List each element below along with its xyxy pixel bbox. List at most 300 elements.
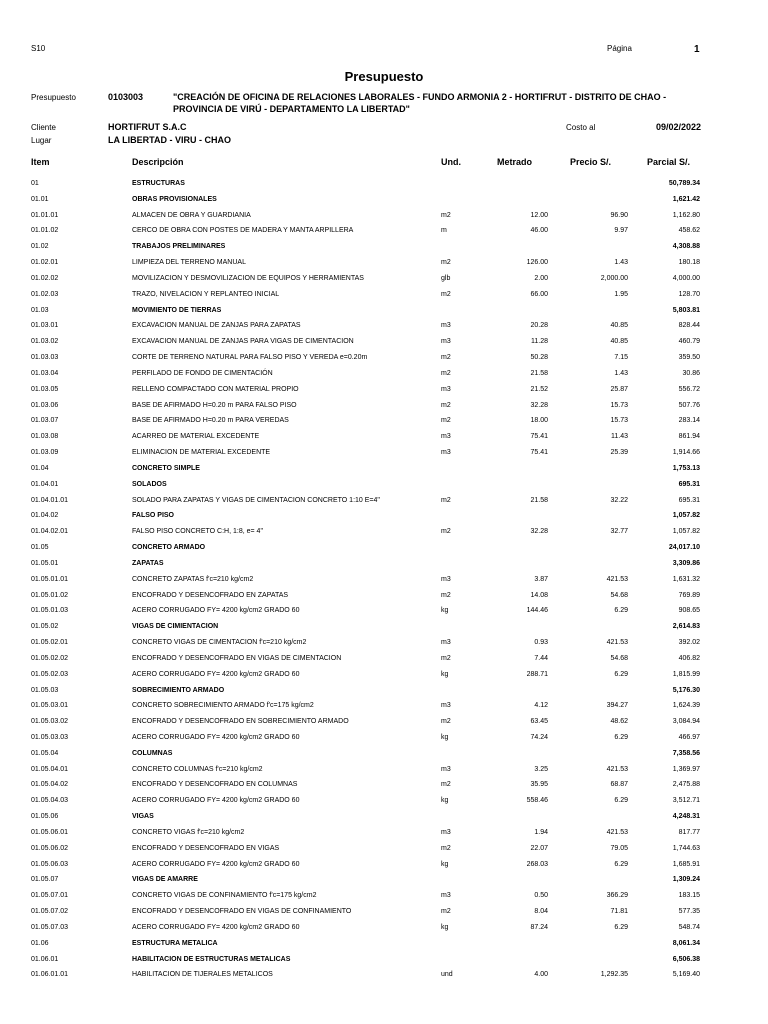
- row-item-code: 01.05.01.01: [31, 575, 68, 583]
- row-unit: m3: [441, 892, 451, 900]
- table-row: [0, 540, 768, 556]
- row-item-code: 01.03.05: [31, 385, 59, 393]
- row-parcial: 1,815.99: [672, 670, 700, 678]
- row-description: SOBRECIMIENTO ARMADO: [132, 686, 225, 694]
- row-metrado: 268.03: [526, 860, 548, 868]
- row-description: SOLADOS: [132, 480, 167, 488]
- row-item-code: 01.01: [31, 195, 49, 203]
- row-description: EXCAVACION MANUAL DE ZANJAS PARA ZAPATAS: [132, 322, 301, 330]
- row-parcial: 828.44: [678, 322, 700, 330]
- row-unit: kg: [441, 607, 449, 615]
- row-parcial: 1,624.39: [672, 702, 700, 710]
- row-parcial: 548.74: [678, 923, 700, 931]
- column-header-descripcion: Descripción: [132, 157, 184, 167]
- table-row: [0, 762, 768, 778]
- row-item-code: 01.03.09: [31, 449, 59, 457]
- row-precio: 48.62: [610, 718, 628, 726]
- row-metrado: 46.00: [530, 227, 548, 235]
- row-description: MOVILIZACION Y DESMOVILIZACION DE EQUIPOS Y HERRAMIENTAS: [132, 274, 364, 282]
- row-description: BASE DE AFIRMADO H=0.20 m PARA VEREDAS: [132, 417, 289, 425]
- row-description: ZAPATAS: [132, 559, 164, 567]
- row-metrado: 35.95: [530, 781, 548, 789]
- row-item-code: 01.03.04: [31, 369, 59, 377]
- row-description: VIGAS DE CIMIENTACION: [132, 623, 219, 631]
- table-row: [0, 303, 768, 319]
- row-parcial: 1,057.82: [672, 528, 700, 536]
- row-item-code: 01.05.07.01: [31, 892, 68, 900]
- row-precio: 79.05: [610, 844, 628, 852]
- lugar-value: LA LIBERTAD - VIRU - CHAO: [108, 135, 231, 145]
- row-description: ACERO CORRUGADO FY= 4200 kg/cm2 GRADO 60: [132, 733, 300, 741]
- row-description: ALMACEN DE OBRA Y GUARDIANIA: [132, 211, 251, 219]
- table-row: [0, 730, 768, 746]
- table-row: [0, 714, 768, 730]
- row-item-code: 01.05: [31, 544, 49, 552]
- row-description: FALSO PISO CONCRETO C:H, 1:8, e= 4": [132, 528, 263, 536]
- row-item-code: 01: [31, 180, 39, 187]
- table-row: [0, 746, 768, 762]
- table-row: [0, 413, 768, 429]
- row-parcial: 1,369.97: [672, 765, 700, 773]
- row-unit: m3: [441, 449, 451, 457]
- row-description: ACERO CORRUGADO FY= 4200 kg/cm2 GRADO 60: [132, 670, 300, 678]
- row-item-code: 01.05.07.02: [31, 908, 68, 916]
- row-description: ACARREO DE MATERIAL EXCEDENTE: [132, 433, 260, 441]
- row-parcial: 1,685.91: [672, 860, 700, 868]
- row-parcial: 406.82: [678, 654, 700, 662]
- row-precio: 54.68: [610, 591, 628, 599]
- table-row: [0, 635, 768, 651]
- row-item-code: 01.05.06.02: [31, 844, 68, 852]
- column-header-parcial: Parcial S/.: [647, 157, 691, 167]
- row-description: ENCOFRADO Y DESENCOFRADO EN ZAPATAS: [132, 591, 289, 599]
- row-parcial: 128.70: [678, 290, 700, 298]
- row-parcial: 1,162.80: [672, 211, 700, 219]
- table-row: [0, 967, 768, 983]
- row-precio: 2,000.00: [600, 274, 628, 282]
- row-description: ESTRUCTURAS: [132, 180, 185, 187]
- row-item-code: 01.05.04.02: [31, 781, 68, 789]
- table-row: [0, 239, 768, 255]
- row-unit: m3: [441, 828, 451, 836]
- row-unit: m3: [441, 575, 451, 583]
- row-description: FALSO PISO: [132, 512, 175, 520]
- column-header-precio: Precio S/.: [570, 157, 612, 167]
- column-header-und: Und.: [441, 157, 461, 167]
- row-item-code: 01.05.03.01: [31, 702, 68, 710]
- row-metrado: 50.28: [530, 354, 548, 362]
- row-parcial: 458.62: [678, 227, 700, 235]
- lugar-label: Lugar: [31, 136, 52, 145]
- table-row: [0, 651, 768, 667]
- table-row: [0, 793, 768, 809]
- table-row: [0, 208, 768, 224]
- row-description: CONCRETO ARMADO: [132, 544, 206, 552]
- table-row: [0, 841, 768, 857]
- row-metrado: 4.12: [534, 702, 548, 710]
- row-unit: m3: [441, 702, 451, 710]
- row-metrado: 2.00: [534, 274, 548, 282]
- row-unit: glb: [441, 274, 451, 282]
- row-unit: m3: [441, 338, 451, 346]
- row-precio: 25.87: [610, 385, 628, 393]
- row-precio: 6.29: [614, 923, 628, 931]
- table-row: [0, 287, 768, 303]
- table-row: [0, 825, 768, 841]
- row-unit: m2: [441, 654, 451, 662]
- row-parcial: 507.76: [678, 401, 700, 409]
- row-metrado: 11.28: [531, 338, 548, 346]
- row-precio: 25.39: [610, 449, 628, 457]
- row-item-code: 01.05.06: [31, 813, 59, 821]
- row-item-code: 01.06.01.01: [31, 971, 68, 979]
- row-unit: kg: [441, 797, 449, 805]
- row-description: ELIMINACION DE MATERIAL EXCEDENTE: [132, 449, 271, 457]
- row-description: RELLENO COMPACTADO CON MATERIAL PROPIO: [132, 385, 299, 393]
- table-row: [0, 588, 768, 604]
- row-unit: m2: [441, 718, 451, 726]
- row-parcial: 2,475.88: [672, 781, 700, 789]
- row-parcial: 908.65: [678, 607, 700, 615]
- row-parcial: 4,248.31: [672, 813, 700, 821]
- row-parcial: 8,061.34: [672, 939, 700, 947]
- row-unit: m2: [441, 496, 451, 504]
- row-metrado: 18.00: [530, 417, 548, 425]
- row-description: CONCRETO SOBRECIMIENTO ARMADO f'c=175 kg/cm2: [132, 702, 314, 710]
- page-number: 1: [694, 44, 700, 55]
- row-item-code: 01.01.02: [31, 227, 59, 235]
- table-row: [0, 857, 768, 873]
- row-item-code: 01.03.06: [31, 401, 59, 409]
- row-precio: 11.43: [611, 433, 628, 441]
- row-item-code: 01.04.02: [31, 512, 59, 520]
- row-precio: 421.53: [606, 828, 628, 836]
- row-item-code: 01.03.07: [31, 417, 59, 425]
- row-parcial: 5,176.30: [672, 686, 700, 694]
- row-unit: kg: [441, 923, 449, 931]
- row-item-code: 01.05.02.03: [31, 670, 68, 678]
- row-unit: m2: [441, 401, 451, 409]
- row-unit: m2: [441, 844, 451, 852]
- row-description: CORTE DE TERRENO NATURAL PARA FALSO PISO Y VEREDA e=0.20m: [132, 354, 368, 362]
- row-unit: m2: [441, 259, 451, 267]
- table-row: [0, 936, 768, 952]
- row-precio: 1,292.35: [600, 971, 628, 979]
- row-description: EXCAVACION MANUAL DE ZANJAS PARA VIGAS DE CIMENTACION: [132, 338, 354, 346]
- table-row: [0, 366, 768, 382]
- table-row: [0, 493, 768, 509]
- row-description: MOVIMIENTO DE TIERRAS: [132, 306, 222, 314]
- row-precio: 1.43: [614, 369, 628, 377]
- row-item-code: 01.02.02: [31, 274, 59, 282]
- row-metrado: 8.04: [534, 908, 548, 916]
- row-precio: 1.43: [614, 259, 628, 267]
- table-row: [0, 508, 768, 524]
- table-row: [0, 477, 768, 493]
- table-row: [0, 572, 768, 588]
- row-metrado: 144.46: [526, 607, 548, 615]
- row-description: LIMPIEZA DEL TERRENO MANUAL: [132, 259, 246, 267]
- row-parcial: 30.86: [682, 369, 700, 377]
- column-header-metrado: Metrado: [497, 157, 533, 167]
- row-description: ACERO CORRUGADO FY= 4200 kg/cm2 GRADO 60: [132, 860, 300, 868]
- table-row: [0, 556, 768, 572]
- row-item-code: 01.04.01: [31, 480, 59, 488]
- row-item-code: 01.05.01: [31, 559, 59, 567]
- row-metrado: 288.71: [526, 670, 548, 678]
- row-unit: m2: [441, 369, 451, 377]
- row-parcial: 1,744.63: [672, 844, 700, 852]
- row-parcial: 460.79: [678, 338, 700, 346]
- row-metrado: 66.00: [530, 290, 548, 298]
- row-metrado: 21.52: [530, 385, 548, 393]
- row-description: CONCRETO VIGAS DE CIMENTACION f'c=210 kg/cm2: [132, 639, 307, 647]
- row-parcial: 5,803.81: [672, 306, 700, 314]
- row-description: VIGAS: [132, 813, 154, 821]
- presupuesto-description: "CREACIÓN DE OFICINA DE RELACIONES LABORALES - FUNDO ARMONIA 2 - HORTIFRUT - DISTRITO DE CHAO - PROVINCIA DE VIRÚ - DEPARTAMENTO LA LIBERTAD": [173, 92, 667, 114]
- row-precio: 71.81: [610, 908, 628, 916]
- row-metrado: 3.25: [534, 765, 548, 773]
- table-row: [0, 698, 768, 714]
- row-description: CERCO DE OBRA CON POSTES DE MADERA Y MANTA ARPILLERA: [132, 227, 354, 235]
- row-unit: m2: [441, 908, 451, 916]
- row-metrado: 75.41: [530, 449, 548, 457]
- row-description: PERFILADO DE FONDO DE CIMENTACIÓN: [132, 369, 273, 377]
- system-code: S10: [31, 44, 46, 53]
- row-parcial: 3,084.94: [672, 718, 700, 726]
- row-parcial: 3,309.86: [672, 559, 700, 567]
- presupuesto-code: 0103003: [108, 92, 144, 102]
- row-description: HABILITACION DE TIJERALES METALICOS: [132, 971, 273, 979]
- row-item-code: 01.05.06.01: [31, 828, 68, 836]
- row-precio: 54.68: [610, 654, 628, 662]
- row-item-code: 01.03.08: [31, 433, 59, 441]
- row-precio: 40.85: [610, 338, 628, 346]
- row-metrado: 32.28: [530, 528, 548, 536]
- row-item-code: 01.05.03: [31, 686, 59, 694]
- row-unit: m2: [441, 211, 451, 219]
- row-unit: kg: [441, 670, 449, 678]
- row-metrado: 20.28: [530, 322, 548, 330]
- row-unit: m3: [441, 433, 451, 441]
- row-description: BASE DE AFIRMADO H=0.20 m PARA FALSO PISO: [132, 401, 297, 409]
- page-label: Página: [607, 44, 632, 53]
- table-row: [0, 777, 768, 793]
- row-unit: m2: [441, 591, 451, 599]
- row-precio: 96.90: [610, 211, 628, 219]
- row-description: CONCRETO COLUMNAS f'c=210 kg/cm2: [132, 765, 263, 773]
- row-metrado: 21.58: [530, 369, 548, 377]
- row-item-code: 01.04: [31, 464, 49, 472]
- costo-label: Costo al: [566, 123, 596, 132]
- row-parcial: 577.35: [678, 908, 700, 916]
- row-unit: kg: [441, 733, 449, 741]
- row-parcial: 24,017.10: [668, 544, 700, 552]
- row-description: ENCOFRADO Y DESENCOFRADO EN COLUMNAS: [132, 781, 298, 789]
- table-row: [0, 619, 768, 635]
- row-description: TRABAJOS PRELIMINARES: [132, 243, 226, 251]
- row-unit: m3: [441, 385, 451, 393]
- table-row: [0, 461, 768, 477]
- table-row: [0, 176, 768, 192]
- row-description: CONCRETO SIMPLE: [132, 464, 200, 472]
- row-item-code: 01.05.01.03: [31, 607, 68, 615]
- page-title: Presupuesto: [344, 69, 424, 84]
- row-unit: m: [441, 227, 447, 235]
- row-parcial: 7,358.56: [672, 749, 700, 757]
- table-row: [0, 920, 768, 936]
- row-description: ENCOFRADO Y DESENCOFRADO EN SOBRECIMIENTO ARMADO: [132, 718, 349, 726]
- row-parcial: 466.97: [678, 733, 700, 741]
- table-row: [0, 603, 768, 619]
- row-unit: m2: [441, 354, 451, 362]
- cliente-label: Cliente: [31, 123, 56, 132]
- table-row: [0, 382, 768, 398]
- row-item-code: 01.02: [31, 243, 49, 251]
- row-description: SOLADO PARA ZAPATAS Y VIGAS DE CIMENTACION CONCRETO 1:10 E=4": [132, 496, 380, 504]
- row-unit: und: [441, 971, 453, 979]
- row-unit: kg: [441, 860, 449, 868]
- row-parcial: 50,789.34: [668, 180, 700, 187]
- table-row: [0, 223, 768, 239]
- row-parcial: 3,512.71: [672, 797, 700, 805]
- row-description: TRAZO, NIVELACION Y REPLANTEO INICIAL: [132, 290, 280, 298]
- row-metrado: 75.41: [530, 433, 548, 441]
- table-row: [0, 334, 768, 350]
- row-metrado: 63.45: [530, 718, 548, 726]
- row-item-code: 01.05.06.03: [31, 860, 68, 868]
- row-metrado: 1.94: [534, 828, 548, 836]
- row-description: HABILITACION DE ESTRUCTURAS METALICAS: [132, 955, 291, 963]
- row-precio: 6.29: [614, 670, 628, 678]
- row-parcial: 695.31: [678, 496, 700, 504]
- row-item-code: 01.01.01: [31, 211, 59, 219]
- row-precio: 394.27: [606, 702, 628, 710]
- row-precio: 421.53: [606, 575, 628, 583]
- table-row: [0, 683, 768, 699]
- row-item-code: 01.05.02.02: [31, 654, 68, 662]
- row-metrado: 0.93: [534, 639, 548, 647]
- table-row: [0, 350, 768, 366]
- row-unit: m3: [441, 639, 451, 647]
- row-parcial: 1,057.82: [672, 512, 700, 520]
- row-unit: m2: [441, 781, 451, 789]
- budget-table: [0, 176, 768, 983]
- table-row: [0, 904, 768, 920]
- row-metrado: 21.58: [530, 496, 548, 504]
- row-parcial: 695.31: [678, 480, 700, 488]
- row-metrado: 3.87: [534, 575, 548, 583]
- table-row: [0, 398, 768, 414]
- row-item-code: 01.03.01: [31, 322, 59, 330]
- row-metrado: 32.28: [530, 401, 548, 409]
- row-parcial: 1,753.13: [672, 464, 700, 472]
- row-unit: m3: [441, 322, 451, 330]
- row-description: ENCOFRADO Y DESENCOFRADO EN VIGAS: [132, 844, 280, 852]
- row-item-code: 01.02.01: [31, 259, 59, 267]
- row-parcial: 359.50: [678, 354, 700, 362]
- row-metrado: 12.00: [530, 211, 548, 219]
- row-parcial: 1,309.24: [672, 876, 700, 884]
- row-item-code: 01.03.03: [31, 354, 59, 362]
- row-precio: 6.29: [614, 607, 628, 615]
- row-precio: 32.22: [610, 496, 628, 504]
- row-precio: 9.97: [614, 227, 628, 235]
- costo-date: 09/02/2022: [656, 122, 702, 132]
- row-item-code: 01.05.01.02: [31, 591, 68, 599]
- row-metrado: 0.50: [534, 892, 548, 900]
- row-metrado: 22.07: [530, 844, 548, 852]
- row-item-code: 01.05.03.03: [31, 733, 68, 741]
- row-metrado: 14.08: [530, 591, 548, 599]
- row-metrado: 126.00: [526, 259, 548, 267]
- table-row: [0, 872, 768, 888]
- row-parcial: 4,308.88: [672, 243, 700, 251]
- cliente-value: HORTIFRUT S.A.C: [108, 122, 187, 132]
- table-row: [0, 445, 768, 461]
- table-row: [0, 271, 768, 287]
- table-row: [0, 524, 768, 540]
- row-item-code: 01.06.01: [31, 955, 59, 963]
- presupuesto-label: Presupuesto: [31, 93, 76, 102]
- row-precio: 68.87: [610, 781, 628, 789]
- row-item-code: 01.06: [31, 939, 49, 947]
- row-parcial: 817.77: [678, 828, 700, 836]
- row-item-code: 01.03: [31, 306, 49, 314]
- row-item-code: 01.05.04: [31, 749, 59, 757]
- row-description: ENCOFRADO Y DESENCOFRADO EN VIGAS DE CIMENTACION: [132, 654, 342, 662]
- row-parcial: 4,000.00: [672, 274, 700, 282]
- row-item-code: 01.04.02.01: [31, 528, 68, 536]
- row-item-code: 01.04.01.01: [31, 496, 68, 504]
- row-description: ACERO CORRUGADO FY= 4200 kg/cm2 GRADO 60: [132, 607, 300, 615]
- row-precio: 32.77: [610, 528, 628, 536]
- row-precio: 15.73: [610, 401, 628, 409]
- row-item-code: 01.05.02: [31, 623, 59, 631]
- row-precio: 1.95: [614, 290, 628, 298]
- table-row: [0, 318, 768, 334]
- table-row: [0, 809, 768, 825]
- row-description: COLUMNAS: [132, 749, 173, 757]
- row-description: VIGAS DE AMARRE: [132, 876, 198, 884]
- row-precio: 7.15: [614, 354, 628, 362]
- table-row: [0, 429, 768, 445]
- row-parcial: 2,614.83: [672, 623, 700, 631]
- row-unit: m2: [441, 417, 451, 425]
- row-parcial: 180.18: [678, 259, 700, 267]
- row-precio: 421.53: [606, 765, 628, 773]
- row-precio: 6.29: [614, 860, 628, 868]
- row-precio: 15.73: [610, 417, 628, 425]
- row-precio: 421.53: [606, 639, 628, 647]
- row-precio: 366.29: [606, 892, 628, 900]
- table-row: [0, 667, 768, 683]
- row-parcial: 6,506.38: [672, 955, 700, 963]
- row-description: ACERO CORRUGADO FY= 4200 kg/cm2 GRADO 60: [132, 923, 300, 931]
- row-metrado: 87.24: [530, 923, 548, 931]
- row-metrado: 74.24: [530, 733, 548, 741]
- row-unit: m2: [441, 528, 451, 536]
- row-item-code: 01.05.04.01: [31, 765, 68, 773]
- row-description: ACERO CORRUGADO FY= 4200 kg/cm2 GRADO 60: [132, 797, 300, 805]
- row-precio: 6.29: [614, 733, 628, 741]
- table-row: [0, 255, 768, 271]
- row-item-code: 01.02.03: [31, 290, 59, 298]
- row-item-code: 01.05.02.01: [31, 639, 68, 647]
- row-item-code: 01.05.03.02: [31, 718, 68, 726]
- table-row: [0, 192, 768, 208]
- table-row: [0, 952, 768, 968]
